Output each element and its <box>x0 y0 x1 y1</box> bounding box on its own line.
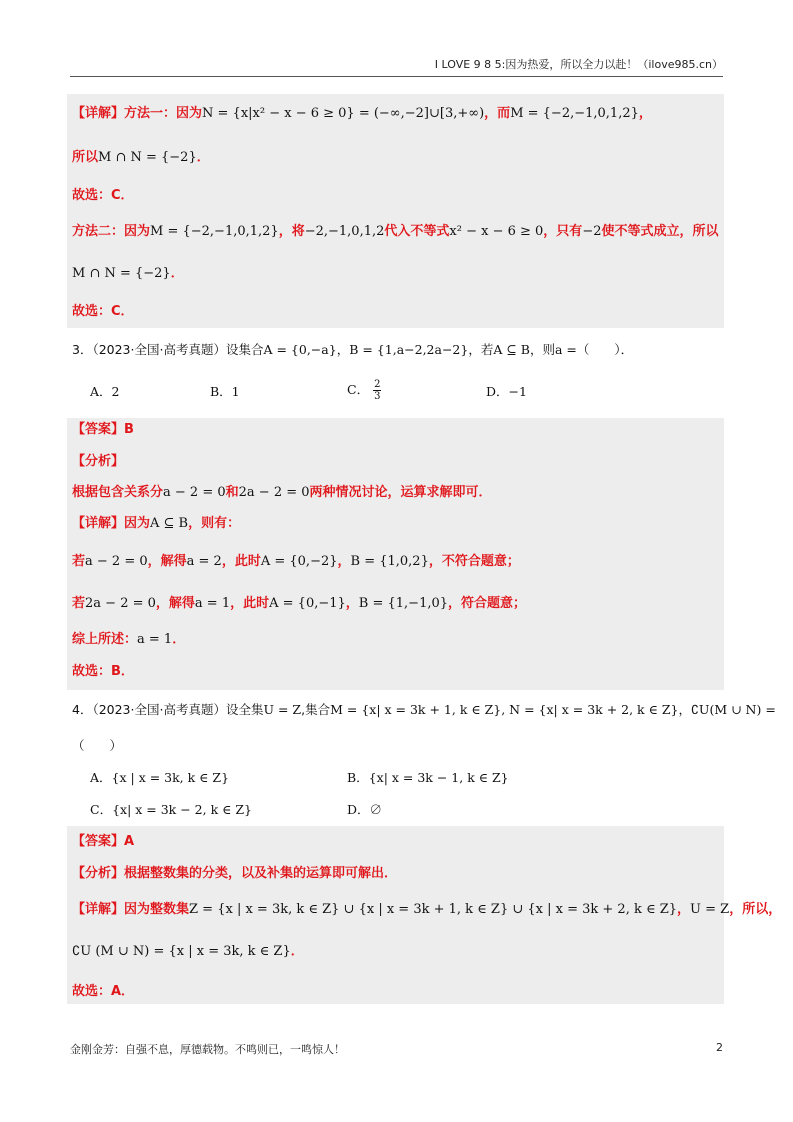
math: B = {1,−1,0} <box>358 596 449 611</box>
text: ， <box>638 106 652 121</box>
analysis-line: 【分析】根据整数集的分类，以及补集的运算即可解出． <box>72 866 398 881</box>
detail-method1 <box>72 104 652 124</box>
text: ，此时 <box>230 596 270 611</box>
text: 【详解】因为整数集 <box>72 902 190 917</box>
text: ， <box>677 902 691 917</box>
math: A = {0,−1} <box>269 596 346 611</box>
q3-option-d: D．−1 <box>486 384 527 399</box>
q3-option-a: A．2 <box>90 384 120 399</box>
text: ，则 <box>529 342 555 357</box>
math: −2 <box>582 224 602 239</box>
math: ∁U(M ∪ N) = <box>690 702 776 717</box>
detail-line <box>72 514 240 534</box>
math: a = 2 <box>186 554 222 569</box>
text: ． <box>170 266 184 281</box>
text: 方法二：因为 <box>72 224 151 239</box>
math: 2a − 2 = 0 <box>85 596 156 611</box>
math: 2a − 2 = 0 <box>238 485 310 500</box>
detail-result <box>72 942 304 962</box>
text: ， <box>345 596 359 611</box>
text: ， <box>678 702 691 717</box>
numerator: 2 <box>374 379 381 390</box>
math: ∁U (M ∪ N) = {x | x = 3k, k ∈ Z} <box>72 944 291 959</box>
math: x² − x − 6 ≥ 0 <box>449 224 544 239</box>
text: 代入不等式 <box>384 224 450 239</box>
math: U = Z <box>263 702 302 717</box>
detail-method2-result <box>72 264 184 284</box>
fraction <box>373 379 381 402</box>
q3-option-b: B．1 <box>210 384 240 399</box>
text: C． <box>347 382 370 397</box>
page-number: 2 <box>716 1041 723 1054</box>
math: −2,−1,0,1,2 <box>304 224 385 239</box>
answer-line: 【答案】B <box>72 422 134 437</box>
choice-line: 故选：C． <box>72 304 134 319</box>
text: ,集合 <box>301 702 331 717</box>
text: 所以 <box>72 150 99 165</box>
denominator: 3 <box>374 391 381 402</box>
text: ，不符合题意； <box>428 554 520 569</box>
text: ，而 <box>484 106 511 121</box>
text: ，解得 <box>147 554 187 569</box>
q4-option-a: A．{x | x = 3k, k ∈ Z} <box>90 770 230 785</box>
math: A = {0,−a} <box>263 342 337 357</box>
text: 【详解】因为 <box>72 516 151 531</box>
math: B = {1,0,2} <box>350 554 429 569</box>
math: A ⊆ B <box>150 516 189 531</box>
math: M ∩ N = {−2} <box>72 266 171 281</box>
answer-line: 【答案】A <box>72 834 135 849</box>
text: ，若 <box>468 342 494 357</box>
math: a = 1 <box>194 596 231 611</box>
math: a − 2 = 0 <box>163 485 226 500</box>
text: ，解得 <box>155 596 195 611</box>
text: ，此时 <box>221 554 261 569</box>
math: Z = {x | x = 3k, k ∈ Z} ∪ {x | x = 3k + 1, k ∈ Z} ∪ {x | x = 3k + 2, k ∈ Z} <box>189 902 678 917</box>
math: U = Z <box>690 902 730 917</box>
q3-option-c <box>347 379 381 402</box>
text: ． <box>172 632 186 647</box>
choice-line: 故选：A． <box>72 984 135 999</box>
choice-line: 故选：C． <box>72 188 134 203</box>
math: A ⊆ B <box>493 342 530 357</box>
q4-option-c: C．{x| x = 3k − 2, k ∈ Z} <box>90 802 252 817</box>
math: a = 1 <box>137 632 173 647</box>
text: 若 <box>72 554 86 569</box>
text: ，将 <box>278 224 305 239</box>
detail-conclusion <box>72 630 185 650</box>
q4-option-d: D．∅ <box>347 802 383 817</box>
math: B = {1,a−2,2a−2} <box>349 342 469 357</box>
question-3-stem <box>72 340 633 360</box>
detail-case2 <box>72 594 526 614</box>
math: M ∩ N = {−2} <box>98 150 197 165</box>
text: 和 <box>225 485 239 500</box>
text: 两种情况讨论，运算求解即可． <box>309 485 492 500</box>
analysis-line <box>72 483 492 503</box>
math: a − 2 = 0 <box>85 554 148 569</box>
math: A = {0,−2} <box>260 554 338 569</box>
question-4-paren: （ ） <box>72 738 123 753</box>
math: a = <box>555 342 577 357</box>
math: M = {−2,−1,0,1,2} <box>150 224 279 239</box>
detail-so <box>72 148 210 168</box>
detail-line <box>72 900 781 920</box>
text: 综上所述： <box>72 632 138 647</box>
detail-case1 <box>72 552 520 572</box>
text: ，所以， <box>729 902 782 917</box>
text: ， <box>336 342 350 357</box>
math: M = {x| x = 3k + 1, k ∈ Z}, N = {x| x = 3k + 2, k ∈ Z} <box>330 702 679 717</box>
math: M = {−2,−1,0,1,2} <box>510 106 639 121</box>
page-header: I LOVE 9 8 5:因为热爱，所以全力以赴！（ilove985.cn） <box>70 56 723 77</box>
text: 4．（2023·全国·高考真题）设全集 <box>72 702 264 717</box>
footer-motto: 金刚金芳：自强不息，厚德载物。不鸣则已，一鸣惊人！ <box>70 1043 345 1056</box>
solution-box-q2 <box>67 94 724 328</box>
text: ， <box>337 554 351 569</box>
text: ． <box>290 944 304 959</box>
text: ，符合题意； <box>448 596 527 611</box>
text: 【详解】方法一：因为 <box>72 106 203 121</box>
text: ，则有： <box>188 516 241 531</box>
text: （ ）． <box>576 342 634 357</box>
text: 若 <box>72 596 86 611</box>
choice-line: 故选：B． <box>72 664 134 679</box>
analysis-title: 【分析】 <box>72 454 125 469</box>
math: N = {x|x² − x − 6 ≥ 0} = (−∞,−2]∪[3,+∞) <box>202 106 485 121</box>
text: 3．（2023·全国·高考真题）设集合 <box>72 342 264 357</box>
text: 使不等式成立，所以 <box>601 224 719 239</box>
text: ，只有 <box>543 224 583 239</box>
detail-method2 <box>72 222 719 242</box>
question-4-stem <box>72 700 776 720</box>
text: 根据包含关系分 <box>72 485 164 500</box>
text: ． <box>196 150 210 165</box>
q4-option-b: B．{x| x = 3k − 1, k ∈ Z} <box>347 770 509 785</box>
